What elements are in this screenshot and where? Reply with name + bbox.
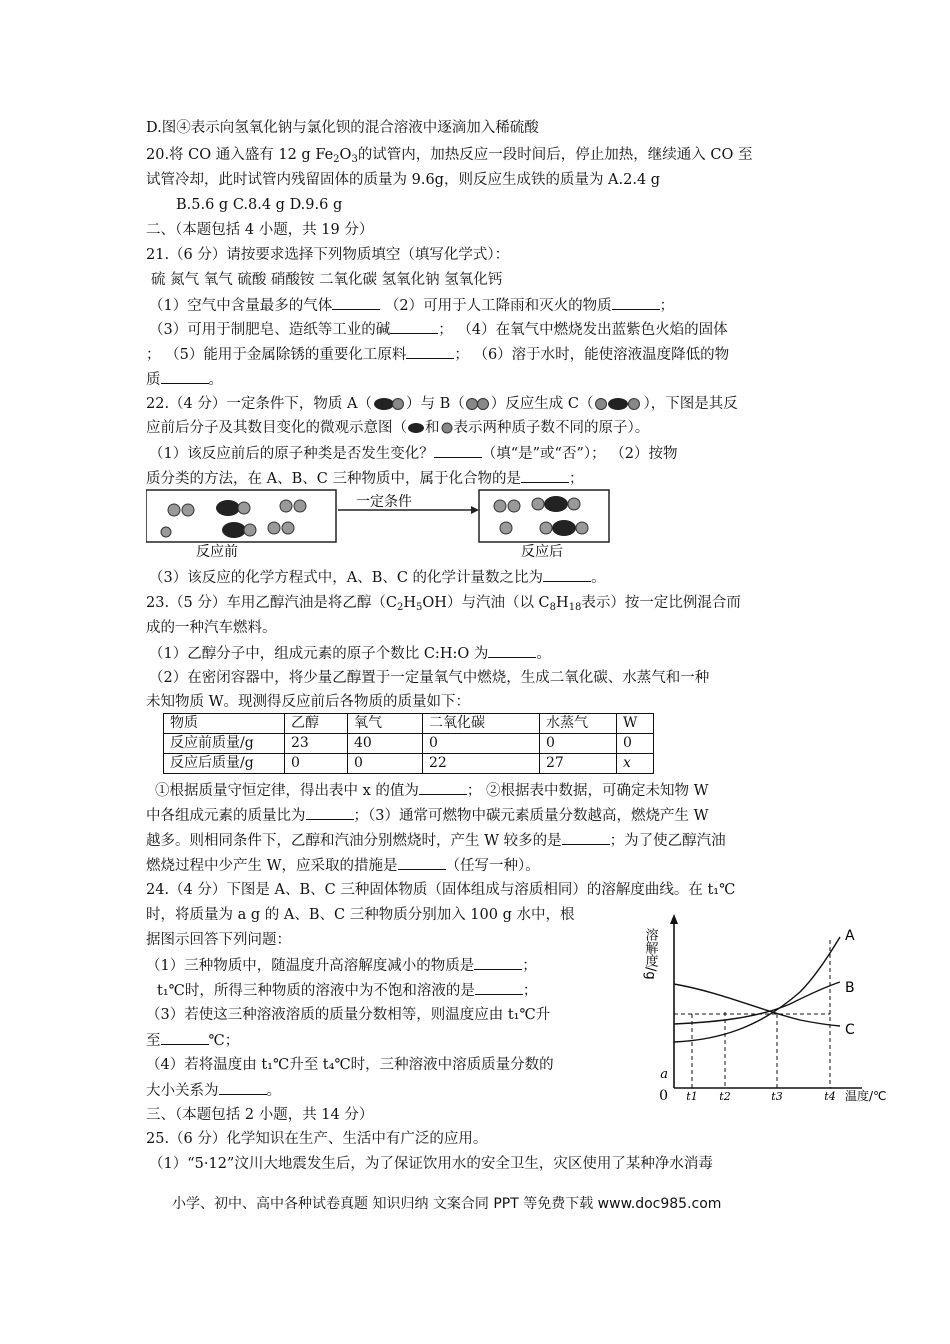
q22-sub1: （1）该反应前后的原子种类是否发生变化？ （填“是”或“否”）； （2）按物: [149, 443, 677, 464]
curve-label-b: B: [845, 980, 855, 996]
q23-line-a: ①根据质量守恒定律，得出表中 x 的值为 ； ②根据表中数据，可确定未知物 W: [155, 780, 709, 801]
q22-stem: 22.（4 分）一定条件下，物质 A（ ）与 B（ ）反应生成 C（ ），下图是其反: [146, 396, 738, 412]
tick-t1: t1: [686, 1090, 698, 1102]
q23-line-d: 燃烧过程中少产生 W，应采取的措施是 （任写一种）。: [146, 855, 540, 876]
q21-line3: ； （5）能用于金属除锈的重要化工原料 ； （6）溶于水时，能使溶液温度降低的物: [146, 344, 729, 365]
mass-table: [163, 713, 654, 774]
table-cell: 0: [348, 754, 423, 774]
table-cell: 0: [617, 734, 654, 754]
table-row: [164, 734, 654, 754]
q21-line4: 质 。: [146, 369, 223, 390]
q23-sub1: （1）乙醇分子中，组成元素的原子个数比 C:H:O 为 。: [149, 643, 551, 664]
q21-line1: （1）空气中含量最多的气体 （2）可用于人工降雨和灭火的物质 ；: [149, 295, 674, 316]
curve-label-a: A: [845, 928, 855, 944]
curve-b: [674, 982, 840, 1024]
q20-line1: 20.将 CO 通入盛有 12 g $Fe_2O_3$的试管内，加热反应一段时间后，停止加热，继续通入 CO 至: [146, 147, 753, 165]
a-mark: a: [660, 1067, 668, 1082]
before-label: 反应前: [196, 544, 238, 560]
table-cell: 0: [423, 734, 540, 754]
q23-sub2b: 未知物质 W。现测得反应前后各物质的质量如下：: [146, 694, 471, 710]
q23-line-c: 越多。则相同条件下，乙醇和汽油分别燃烧时，产生 W 较多的是 ；为了使乙醇汽油: [146, 830, 726, 851]
tick-t3: t3: [771, 1090, 783, 1102]
after-label: 反应后: [521, 544, 563, 560]
q24-sub4b: 大小关系为 。: [146, 1080, 281, 1101]
q21-substances: 硫 氮气 氧气 硫酸 硝酸铵 二氧化碳 氢氧化钠 氢氧化钙: [151, 272, 503, 288]
solubility-chart: [640, 912, 910, 1102]
q20-line2: 试管冷却，此时试管内残留固体的质量为 9.6g，则反应生成铁的质量为 A.2.4 g: [146, 172, 661, 188]
section-three-heading: 三、（本题包括 2 小题，共 14 分）: [146, 1107, 374, 1123]
table-cell: 反应后质量/g: [164, 754, 285, 774]
molecule-a-icon: [372, 397, 406, 411]
table-cell: 乙醇: [285, 714, 348, 734]
option-d: D.图④表示向氢氧化钠与氯化钡的混合溶液中逐滴加入稀硫酸: [146, 120, 539, 136]
q24-sub3b: 至 ℃；: [146, 1030, 239, 1051]
before-box: [146, 490, 336, 542]
table-cell: 水蒸气: [540, 714, 617, 734]
table-cell: 反应前质量/g: [164, 734, 285, 754]
table-cell: 22: [423, 754, 540, 774]
q24-stem2: 时，将质量为 a g 的 A、B、C 三种物质分别加入 100 g 水中，根: [146, 907, 575, 923]
curve-label-c: C: [845, 1022, 855, 1038]
table-cell: x: [617, 754, 654, 774]
q24-sub4: （4）若将温度由 t₁℃升至 t₄℃时，三种溶液中溶质质量分数的: [146, 1057, 554, 1073]
q23-sub2: （2）在密闭容器中，将少量乙醇置于一定量氧气中燃烧，生成二氧化碳、水蒸气和一种: [149, 670, 710, 686]
gray-atom-icon: [440, 422, 454, 434]
tick-t4: t4: [824, 1090, 836, 1102]
section-two-heading: 二、（本题包括 4 小题，共 19 分）: [146, 222, 374, 238]
molecule-b-icon: [465, 397, 491, 411]
table-header-row: [164, 714, 654, 734]
table-cell: 23: [285, 734, 348, 754]
after-box: [479, 490, 609, 542]
reaction-diagram: [146, 488, 616, 560]
table-cell: W: [617, 714, 654, 734]
table-cell: 0: [285, 754, 348, 774]
q24-stem: 24.（4 分）下图是 A、B、C 三种固体物质（固体组成与溶质相同）的溶解度曲线。在 t₁℃: [146, 882, 736, 898]
q24-sub2: t₁℃时，所得三种物质的溶液中为不饱和溶液的是 ；: [157, 980, 537, 1001]
molecule-c-icon: [593, 397, 643, 411]
arrow-label: 一定条件: [356, 494, 412, 510]
table-row: [164, 754, 654, 774]
table-cell: 27: [540, 754, 617, 774]
q21-line2: （3）可用于制肥皂、造纸等工业的碱 ； （4）在氧气中燃烧发出蓝紫色火焰的固体: [149, 319, 728, 340]
q25-stem: 25.（6 分）化学知识在生产、生活中有广泛的应用。: [146, 1131, 488, 1147]
x-axis-label: 温度/℃: [845, 1089, 887, 1102]
q25-sub1: （1）“5·12”汶川大地震发生后，为了保证饮用水的安全卫生，灾区使用了某种净水消毒: [149, 1156, 713, 1172]
q24-sub3: （3）若使这三种溶液溶质的质量分数相等，则温度应由 t₁℃升: [146, 1007, 551, 1023]
q23-stem2: 成的一种汽车燃料。: [146, 620, 277, 636]
q23-line-b: 中各组成元素的质量比为 ；（3）通常可燃物中碳元素质量分数越高，燃烧产生 W: [146, 805, 709, 826]
curve-c: [674, 984, 840, 1026]
origin-label: 0: [659, 1088, 668, 1102]
footer: 小学、初中、高中各种试卷真题 知识归纳 文案合同 PPT 等免费下载 www.doc985.com: [172, 1196, 722, 1212]
table-cell: 氧气: [348, 714, 423, 734]
q22-line2: 应前后分子及其数目变化的微观示意图（ 和 表示两种质子数不同的原子）。: [146, 420, 650, 436]
y-axis-label: 溶解度/g: [642, 928, 658, 980]
tick-t2: t2: [719, 1090, 731, 1102]
table-cell: 0: [540, 734, 617, 754]
q22-sub2: 质分类的方法，在 A、B、C 三种物质中，属于化合物的是 ；: [146, 468, 583, 489]
dark-atom-icon: [407, 422, 425, 434]
q24-stem3: 据图示回答下列问题：: [146, 932, 291, 948]
q20-options: B.5.6 g C.8.4 g D.9.6 g: [176, 197, 343, 213]
q24-sub1: （1）三种物质中，随温度升高溶解度减小的物质是 ；: [146, 955, 537, 976]
table-cell: 物质: [164, 714, 285, 734]
q23-stem: 23.（5 分）车用乙醇汽油是将乙醇$(C_2H_5OH)$与汽油（以 $C_8H_{18}$表示）按一定比例混合而: [146, 595, 741, 613]
q21-stem: 21.（6 分）请按要求选择下列物质填空（填写化学式）：: [146, 247, 510, 263]
q22-sub3: （3）该反应的化学方程式中，A、B、C 的化学计量数之比为 。: [149, 567, 606, 588]
table-cell: 40: [348, 734, 423, 754]
table-cell: 二氧化碳: [423, 714, 540, 734]
